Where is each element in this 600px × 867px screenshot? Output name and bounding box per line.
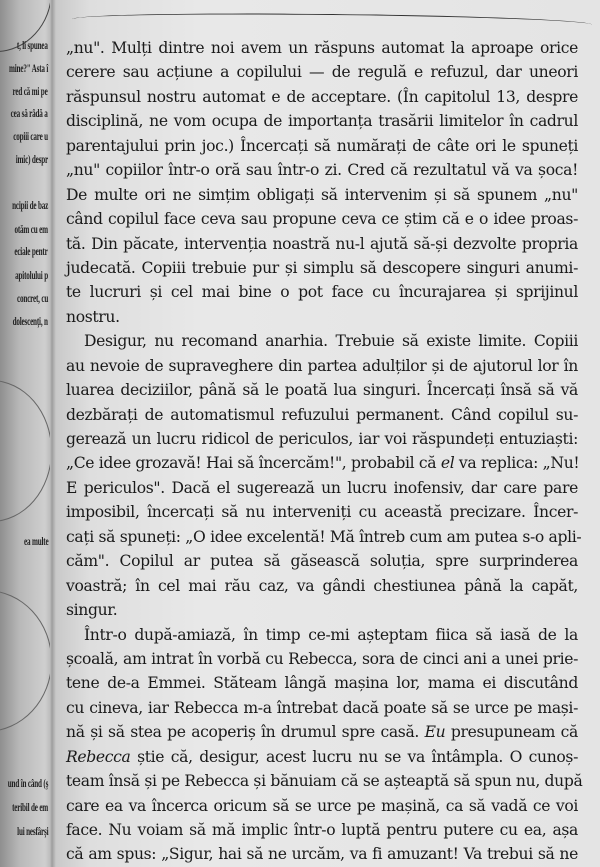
text-line: Desigur, nu recomand anarhia. Trebuie să existe limite. Copiii [84,332,578,351]
text-line [66,745,578,769]
left-page-fragment: dolescenți, n [12,316,48,328]
text-span: știe că, desigur, acest lucru nu se va întâmpla. O cunoș- [130,747,578,766]
left-page-fragment: imic) despr [15,154,48,166]
text-span: va replica: „Nu! [454,454,580,473]
left-page-fragment: copiii care u [13,131,48,143]
text-line: Într-o după-amiază, în timp ce-mi așteptam fiica să iasă de la [84,625,578,644]
left-page-fragment: teribil de em [12,802,48,814]
text-line: parentajului prin joc.) Încercați să numărați de câte ori le spuneți [66,136,578,155]
text-line: tene de-a Emmei. Stăteam lângă mașina lor, mama ei discutând [66,674,578,693]
text-line: cați să spuneți: „O idee excelentă! Mă întreb cum am putea s-o apli- [66,527,582,546]
text-line: că am spus: „Sigur, hai să ne urcăm, va fi amuzant! Va trebui să ne [66,845,578,864]
text-line: cu cineva, iar Rebecca m-a întrebat dacă poate să se urce pe mași- [66,698,578,717]
text-line: singur. [66,601,118,620]
text-line: tă. Din păcate, intervenția noastră nu-l ajută să-și dezvolte propria [66,234,578,253]
emphasis: el [440,454,455,473]
text-line: team însă și pe Rebecca și bănuiam că se așteaptă să spun nu, după [66,772,583,791]
text-line: nostru. [66,307,120,326]
text-line: dezbărați de automatismul refuzului permanent. Când copilul su- [66,405,578,424]
text-line: E periculos". Dacă el sugerează un lucru inofensiv, dar care pare [66,478,578,497]
text-line: face. Nu voiam să mă implic într-o luptă pentru putere cu ea, așa [66,821,578,839]
text-line: când copilul face ceva sau propune ceva ce știm că e o idee proas- [66,210,578,229]
left-page-fragment: eciale pentr [14,246,48,258]
text-line: luarea deciziilor, până să le poată lua singuri. Încercați însă să vă [66,381,578,400]
text-line: căm". Copilul ar putea să găsească soluția, spre surprinderea [66,552,578,571]
body-text [66,36,583,867]
text-line: voastră; în cel mai rău caz, va gândi chestiunea până la capăt, [66,576,578,595]
text-line: cerere sau acțiune a copilului — de regulă e refuzul, dar uneori [66,63,578,82]
emphasis: Rebecca [66,747,131,766]
text-span: presupuneam că [445,723,578,742]
emphasis: Eu [424,723,446,742]
text-line [66,451,578,475]
left-page-curve-low [0,590,50,732]
text-line: judecată. Copiii trebuie pur și simplu să descopere singuri anumi- [66,258,578,277]
left-page-fragment: lui nesfârși [16,826,48,838]
text-line: gerează un lucru ridicol de periculos, iar voi răspundeți entuziaști: [66,430,578,448]
text-line: răspunsul nostru automat e de acceptare. (În capitolul 13, despre [66,87,578,106]
text-line: te lucruri și cel mai bine o pot face cu încurajarea și sprijinul [66,283,578,302]
left-page-margin [0,0,50,850]
text-line: școală, am intrat în vorbă cu Rebecca, sora de cinci ani a unei prie- [66,649,578,668]
text-line: „nu" copiilor într-o oră sau într-o zi. Cred că rezultatul vă va șoca! [66,161,578,180]
left-page-fragment: concret, cu [16,293,48,305]
text-line: care ea va încerca oricum să se urce pe mașină, ca să vadă ce voi [66,796,578,815]
left-page-fragment: t, li spunea [17,40,48,52]
left-page-fragment: ea multe [23,536,48,548]
left-page-fragment: und în când (ș [7,778,48,790]
text-line: disciplină, ne vom ocupa de importanța trasării limitelor în cadrul [66,112,578,131]
left-page-fragment: otăm cu em [14,224,48,236]
left-page-curve-mid [0,380,50,522]
left-page-fragment: mine?" Asta î [8,63,48,75]
text-line: De multe ori ne simțim obligați să intervenim și să spunem „nu" [66,185,578,204]
text-line: imposibil, încercați să nu interveniți cu această precizare. Încer- [66,503,578,522]
left-page-fragment: ncipii de baz [11,200,48,212]
text-span: nă și să stea pe acoperiș în drumul spre casă. [66,723,425,742]
left-page-fragment: red că mi pe [12,86,48,98]
text-line [66,720,578,744]
left-page-fragment: cea să râdă a [11,108,48,120]
header-rule [72,11,592,27]
text-span: „Ce idee grozavă! Hai să încercăm!", probabil că [66,454,441,473]
text-line: „nu". Mulți dintre noi avem un răspuns automat la aproape orice [66,39,578,57]
left-page-fragment: apitolului p [15,270,48,282]
text-line: au nevoie de supraveghere din partea adulților și de ajutorul lor în [66,356,578,375]
